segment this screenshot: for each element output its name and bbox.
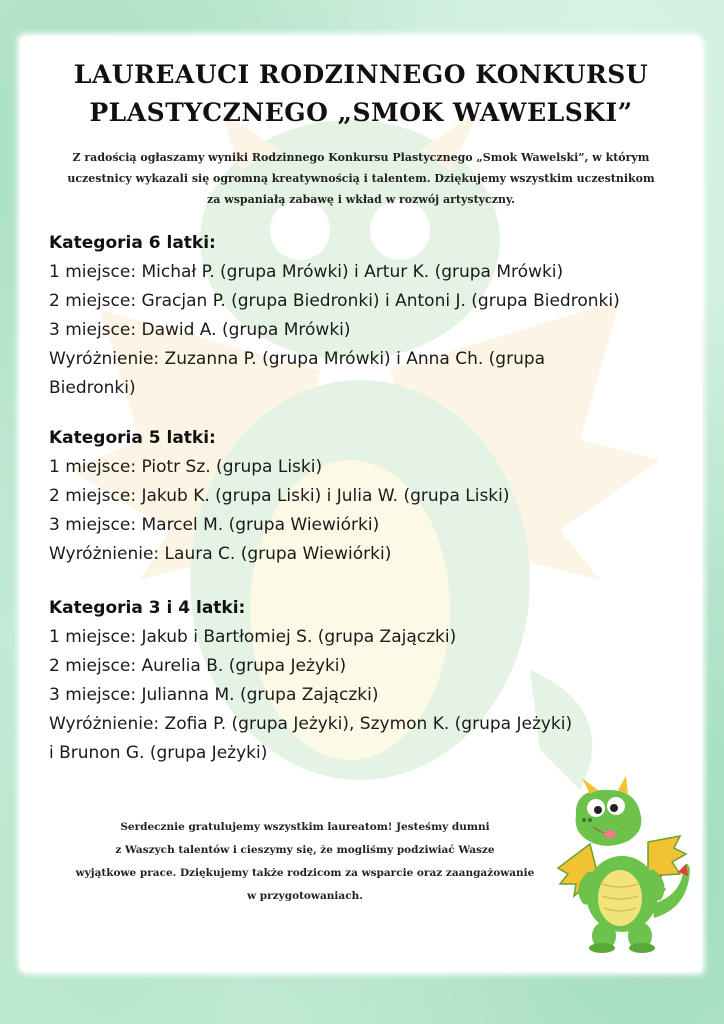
category-heading: Kategoria 3 i 4 latki:: [49, 598, 246, 618]
title-line-2: PLASTYCZNEGO „SMOK WAWELSKI”: [89, 98, 633, 127]
category-6-latki: [49, 229, 699, 403]
category-heading: Kategoria 6 latki:: [49, 233, 216, 253]
result-line: Wyróżnienie: Zofia P. (grupa Jeżyki), Szymon K. (grupa Jeżyki): [49, 714, 573, 734]
closing-line-2: z Waszych talentów i cieszymy się, że mogliśmy podziwiać Wasze: [115, 844, 495, 856]
result-line: 2 miejsce: Gracjan P. (grupa Biedronki) i Antoni J. (grupa Biedronki): [49, 291, 620, 311]
closing-line-1: Serdecznie gratulujemy wszystkim laureatom! Jesteśmy dumni: [120, 821, 490, 833]
intro-line-1: Z radością ogłaszamy wyniki Rodzinnego Konkursu Plastycznego „Smok Wawelski”, w którym: [72, 151, 650, 164]
result-line: 1 miejsce: Jakub i Bartłomiej S. (grupa Zajączki): [49, 627, 457, 647]
category-5-latki: [49, 424, 699, 569]
intro-line-3: za wspaniałą zabawę i wkład w rozwój artystyczny.: [207, 193, 515, 206]
page-title: [20, 56, 702, 132]
result-line: 1 miejsce: Michał P. (grupa Mrówki) i Artur K. (grupa Mrówki): [49, 262, 564, 282]
result-line: i Brunon G. (grupa Jeżyki): [49, 743, 268, 763]
category-3-4-latki: [49, 594, 699, 768]
result-line: 2 miejsce: Aurelia B. (grupa Jeżyki): [49, 656, 347, 676]
result-line: Wyróżnienie: Laura C. (grupa Wiewiórki): [49, 544, 392, 564]
result-line: Biedronki): [49, 378, 136, 398]
result-line: Wyróżnienie: Zuzanna P. (grupa Mrówki) i Anna Ch. (grupa: [49, 349, 546, 369]
result-line: 3 miejsce: Dawid A. (grupa Mrówki): [49, 320, 351, 340]
closing-text: [40, 816, 570, 908]
intro-line-2: uczestnicy wykazali się ogromną kreatywnością i talentem. Dziękujemy wszystkim uczestnikom: [67, 172, 655, 185]
dragon-mascot-icon: [556, 776, 690, 954]
result-line: 1 miejsce: Piotr Sz. (grupa Liski): [49, 457, 323, 477]
result-line: 3 miejsce: Marcel M. (grupa Wiewiórki): [49, 515, 380, 535]
intro-text: [20, 147, 702, 210]
category-heading: Kategoria 5 latki:: [49, 428, 216, 448]
title-line-1: LAUREAUCI RODZINNEGO KONKURSU: [73, 60, 649, 89]
closing-line-4: w przygotowaniach.: [247, 890, 363, 902]
result-line: 3 miejsce: Julianna M. (grupa Zajączki): [49, 685, 379, 705]
result-line: 2 miejsce: Jakub K. (grupa Liski) i Julia W. (grupa Liski): [49, 486, 510, 506]
closing-line-3: wyjątkowe prace. Dziękujemy także rodzicom za wsparcie oraz zaangażowanie: [75, 867, 535, 879]
